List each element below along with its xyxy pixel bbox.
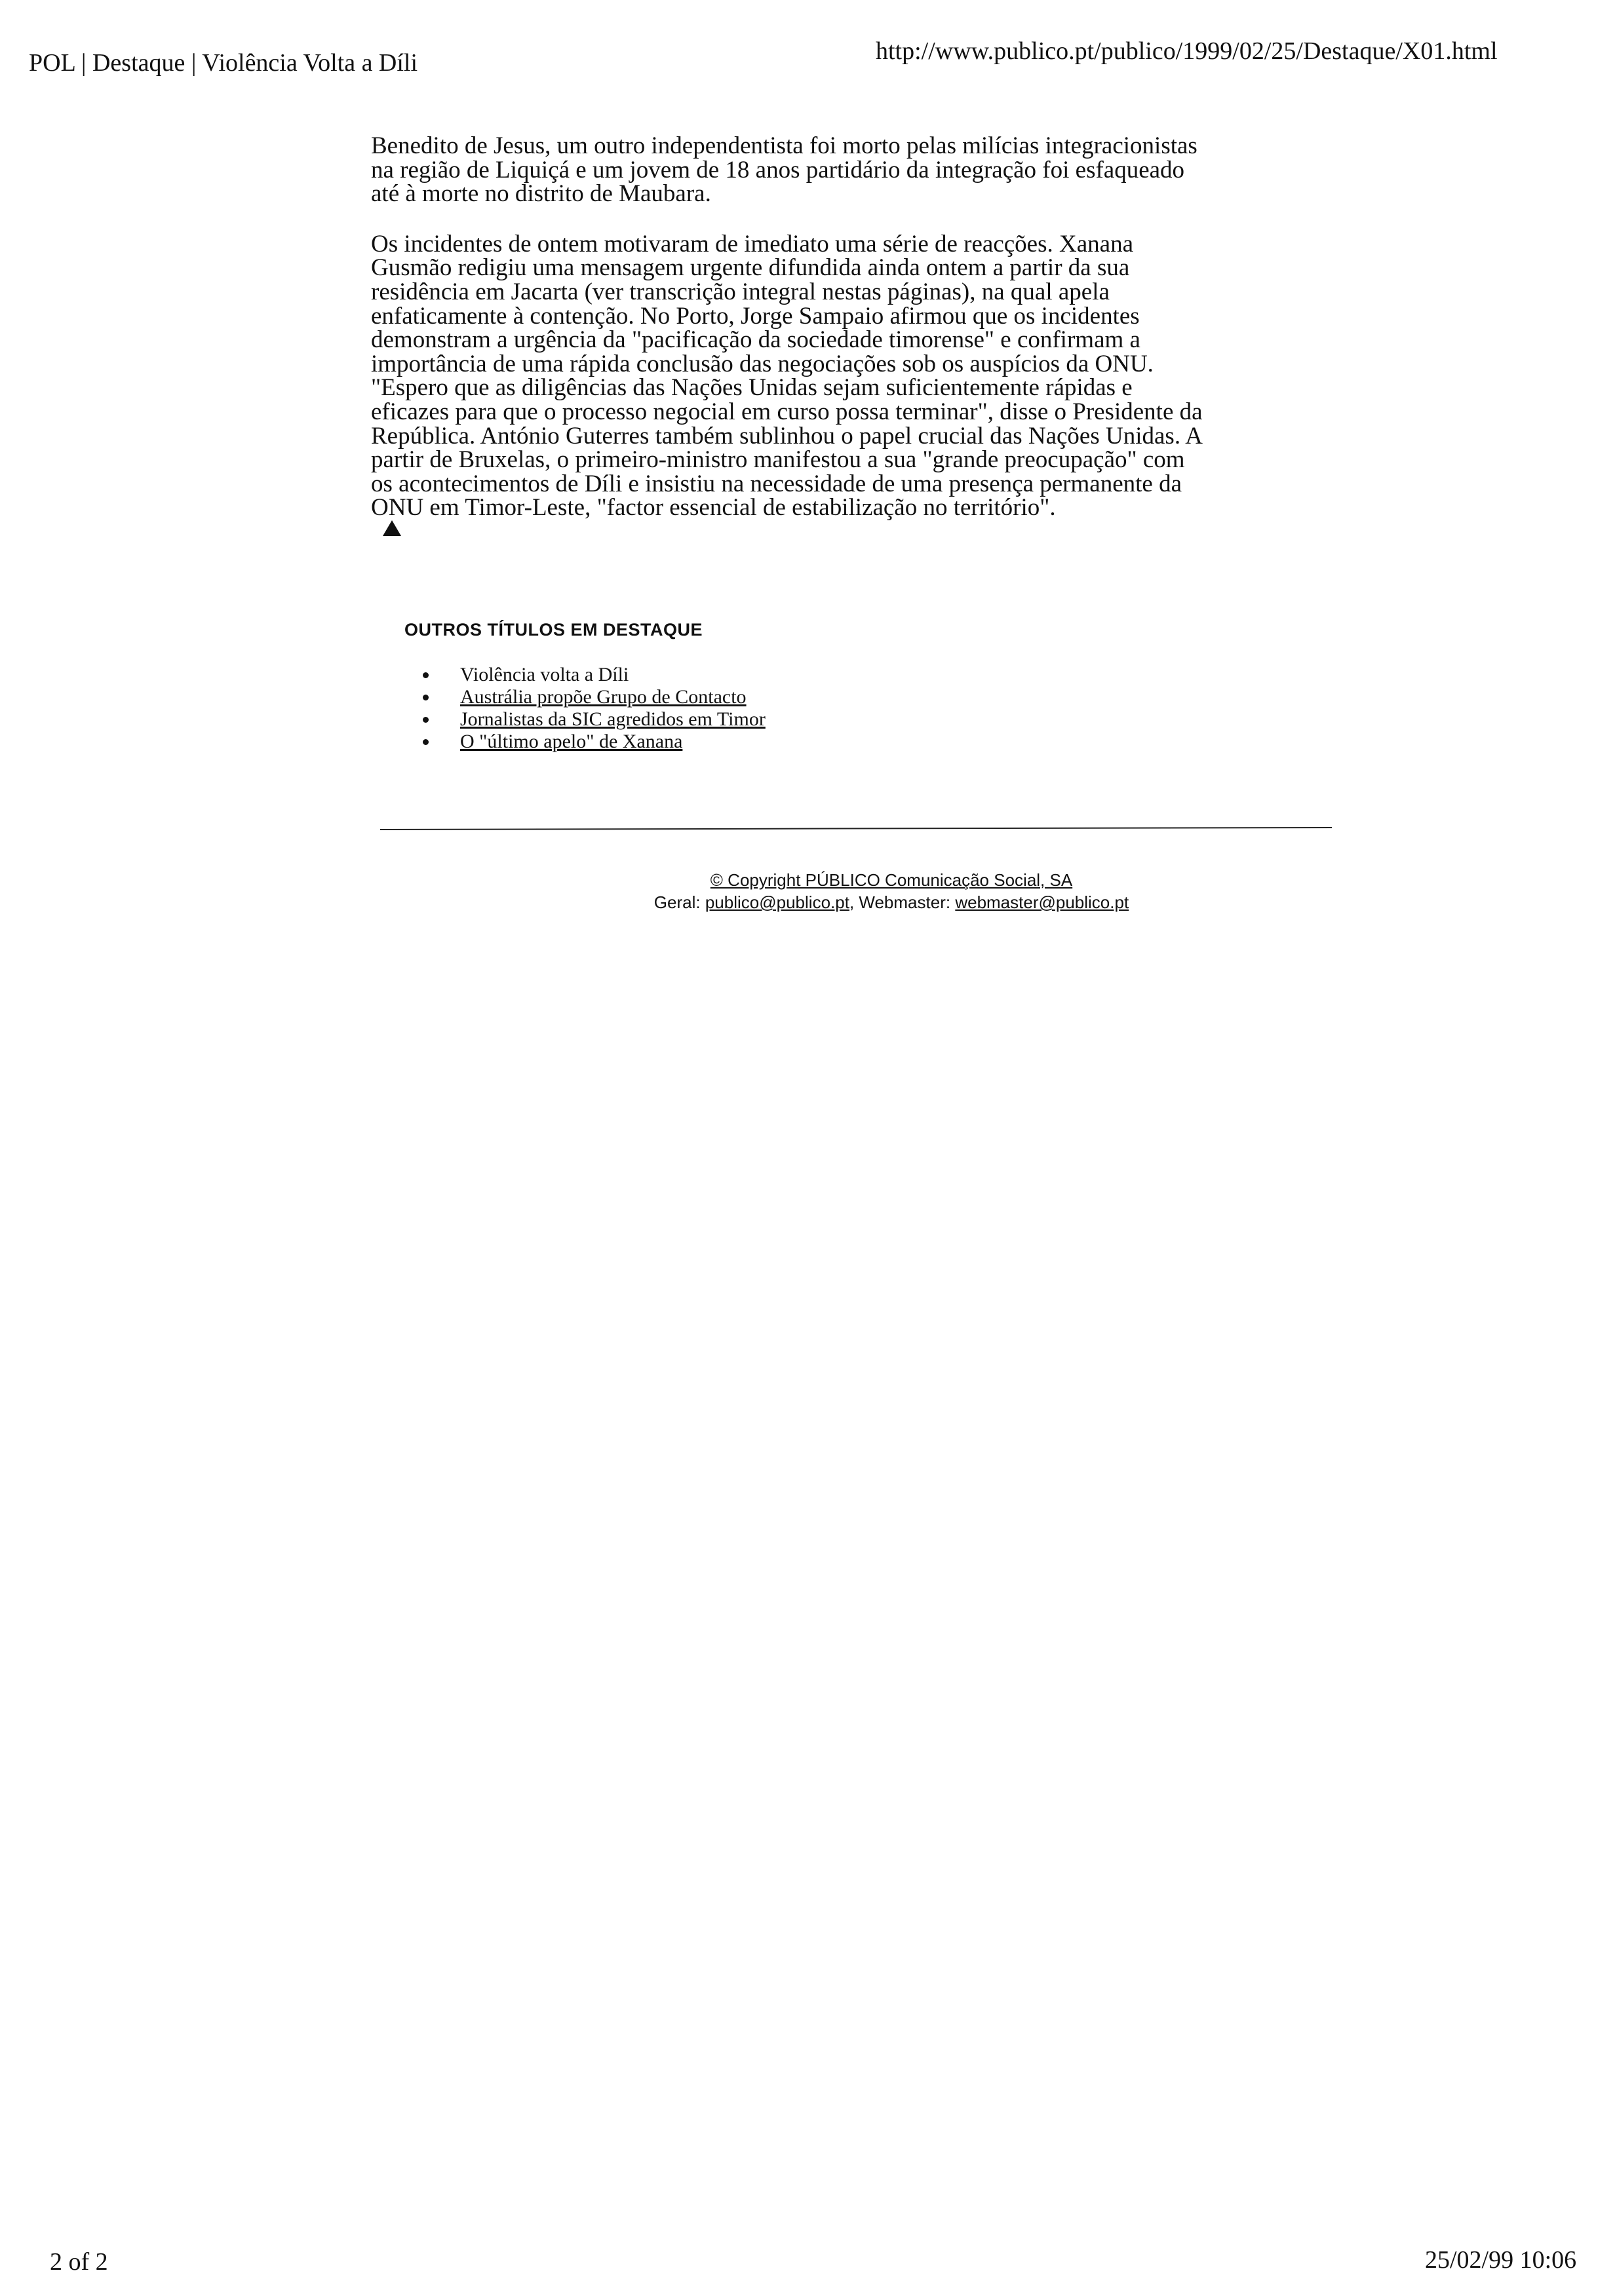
bullet-icon [423,672,429,678]
text-line: demonstram a urgência da "pacificação da sociedade timorense" e confirmam a [371,326,1140,354]
back-to-top-icon[interactable] [383,520,401,536]
bullet-icon [423,695,429,700]
list-item [404,664,766,686]
text-line: eficazes para que o processo negocial em curso possa terminar", disse o Presidente da [371,398,1203,425]
headline-current: Violência volta a Díli [460,664,629,685]
text-line: importância de uma rápida conclusão das negociações sob os auspícios da ONU. [371,350,1154,377]
separator: , [849,892,855,912]
webmaster-email-link[interactable]: webmaster@publico.pt [955,892,1129,912]
text-line: até à morte no distrito de Maubara. [371,180,711,208]
text-line-last [371,496,1341,536]
other-headlines-heading: OUTROS TÍTULOS EM DESTAQUE [404,620,703,640]
bullet-icon [423,717,429,723]
geral-email-link[interactable]: publico@publico.pt [705,892,849,912]
page-number: 2 of 2 [50,2248,108,2276]
list-item [404,708,766,731]
list-item [404,731,766,753]
list-item [404,686,766,708]
text-line: "Espero que as diligências das Nações Unidas sejam suficientemente rápidas e [371,374,1133,402]
text-line: República. António Guterres também sublinhou o papel crucial das Nações Unidas. A [371,422,1203,450]
contact-line [577,891,1206,913]
article-paragraph-1 [371,134,1341,206]
webmaster-label: Webmaster: [859,892,951,912]
text-line: os acontecimentos de Díli e insistiu na necessidade de uma presença permanente da [371,470,1182,497]
article-paragraph-2 [371,230,1341,536]
page-url: http://www.publico.pt/publico/1999/02/25/Destaque/X01.html [876,37,1498,65]
divider [380,827,1332,830]
article-body [371,134,1341,562]
text-line: ONU em Timor-Leste, "factor essencial de estabilização no território". [371,494,1056,522]
text-line: Gusmão redigiu uma mensagem urgente difundida ainda ontem a partir da sua [371,254,1130,282]
text-line: partir de Bruxelas, o primeiro-ministro manifestou a sua "grande preocupação" com [371,446,1185,474]
headline-link[interactable]: Austrália propõe Grupo de Contacto [460,686,747,708]
site-footer [577,869,1206,913]
other-headlines-list [404,664,766,753]
copyright-link[interactable]: © Copyright PÚBLICO Comunicação Social, SA [710,870,1073,890]
text-line: Os incidentes de ontem motivaram de imediato uma série de reacções. Xanana [371,230,1133,258]
text-line: residência em Jacarta (ver transcrição integral nestas páginas), na qual apela [371,278,1110,305]
text-line: na região de Liquiçá e um jovem de 18 anos partidário da integração foi esfaqueado [371,156,1185,183]
text-line: Benedito de Jesus, um outro independentista foi morto pelas milícias integracionistas [371,132,1197,159]
print-timestamp: 25/02/99 10:06 [1425,2246,1577,2274]
geral-label: Geral: [653,892,701,912]
bullet-icon [423,739,429,745]
page-title: POL | Destaque | Violência Volta a Díli [29,49,418,77]
headline-link[interactable]: Jornalistas da SIC agredidos em Timor [460,708,766,730]
other-headlines [404,620,766,753]
text-line: enfaticamente à contenção. No Porto, Jorge Sampaio afirmou que os incidentes [371,302,1140,330]
headline-link[interactable]: O "último apelo" de Xanana [460,731,683,752]
